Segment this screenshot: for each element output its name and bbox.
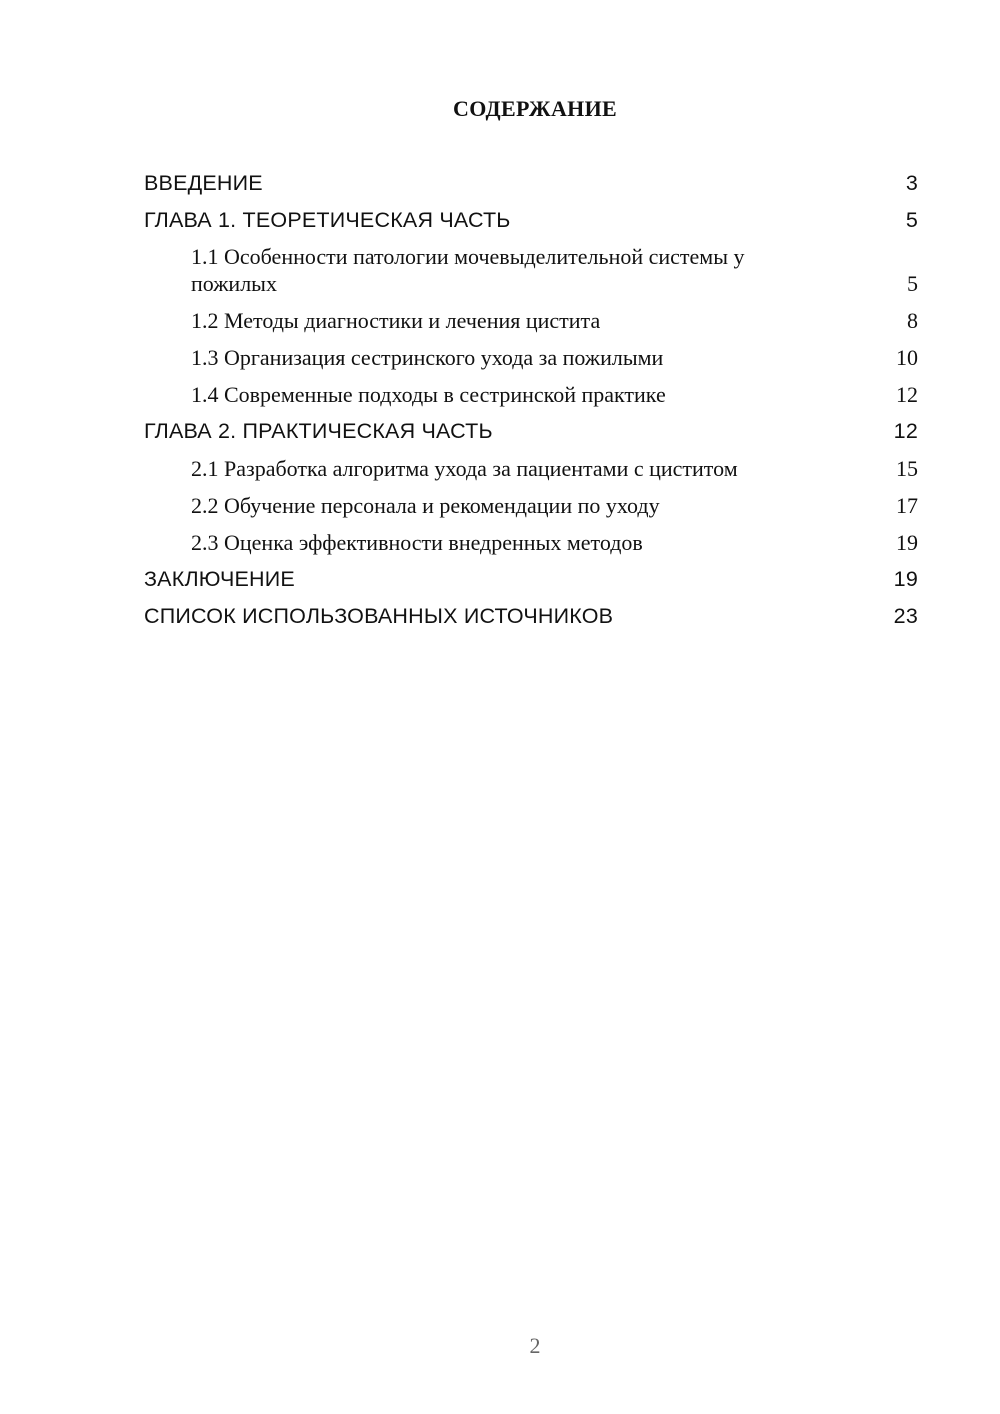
toc-entry-chapter-1[interactable] bbox=[144, 207, 918, 234]
toc-entry-page: 12 bbox=[896, 382, 918, 407]
toc-entry-page: 17 bbox=[896, 493, 918, 518]
toc-entry-section-2-2[interactable] bbox=[144, 492, 918, 519]
toc-entry-label: 1.3 Организация сестринского ухода за пожилыми bbox=[191, 345, 664, 370]
toc-entry-introduction[interactable] bbox=[144, 170, 918, 197]
toc-entry-label: ЗАКЛЮЧЕНИЕ bbox=[144, 567, 295, 591]
toc-entry-label: 2.1 Разработка алгоритма ухода за пациентами с циститом bbox=[191, 456, 738, 481]
toc-entry-page: 5 bbox=[905, 208, 918, 232]
toc-entry-section-2-1[interactable] bbox=[144, 455, 918, 482]
toc-entry-page: 10 bbox=[896, 345, 918, 370]
toc-entry-label: ВВЕДЕНИЕ bbox=[144, 171, 263, 195]
toc-entry-label: ГЛАВА 2. ПРАКТИЧЕСКАЯ ЧАСТЬ bbox=[144, 419, 493, 443]
toc-entry-page: 23 bbox=[893, 604, 918, 628]
toc-entry-label: ГЛАВА 1. ТЕОРЕТИЧЕСКАЯ ЧАСТЬ bbox=[144, 208, 511, 232]
toc-entry-section-1-1[interactable] bbox=[144, 243, 918, 297]
toc-entry-label: 1.4 Современные подходы в сестринской практике bbox=[191, 382, 666, 407]
toc-entry-section-1-2[interactable] bbox=[144, 307, 918, 334]
toc-entry-page: 12 bbox=[893, 419, 918, 443]
toc-entry-page: 19 bbox=[896, 530, 918, 555]
toc-entry-page: 5 bbox=[907, 271, 918, 296]
page-title: СОДЕРЖАНИЕ bbox=[453, 96, 617, 121]
toc-entry-section-1-3[interactable] bbox=[144, 344, 918, 371]
toc-entry-page: 19 bbox=[893, 567, 918, 591]
table-of-contents bbox=[144, 170, 918, 640]
toc-entry-label: 1.2 Методы диагностики и лечения цистита bbox=[191, 308, 601, 333]
toc-entry-page: 8 bbox=[907, 308, 918, 333]
toc-entry-label: 1.1 Особенности патологии мочевыделительной системы у пожилых bbox=[191, 244, 745, 296]
toc-entry-section-1-4[interactable] bbox=[144, 381, 918, 408]
toc-entry-conclusion[interactable] bbox=[144, 566, 918, 593]
toc-entry-page: 3 bbox=[905, 171, 918, 195]
toc-entry-chapter-2[interactable] bbox=[144, 418, 918, 445]
toc-entry-page: 15 bbox=[896, 456, 918, 481]
toc-entry-section-2-3[interactable] bbox=[144, 529, 918, 556]
page-number: 2 bbox=[529, 1333, 541, 1358]
toc-entry-label: 2.3 Оценка эффективности внедренных методов bbox=[191, 530, 643, 555]
toc-entry-references[interactable] bbox=[144, 603, 918, 630]
toc-entry-label: 2.2 Обучение персонала и рекомендации по уходу bbox=[191, 493, 660, 518]
toc-entry-label: СПИСОК ИСПОЛЬЗОВАННЫХ ИСТОЧНИКОВ bbox=[144, 604, 614, 628]
